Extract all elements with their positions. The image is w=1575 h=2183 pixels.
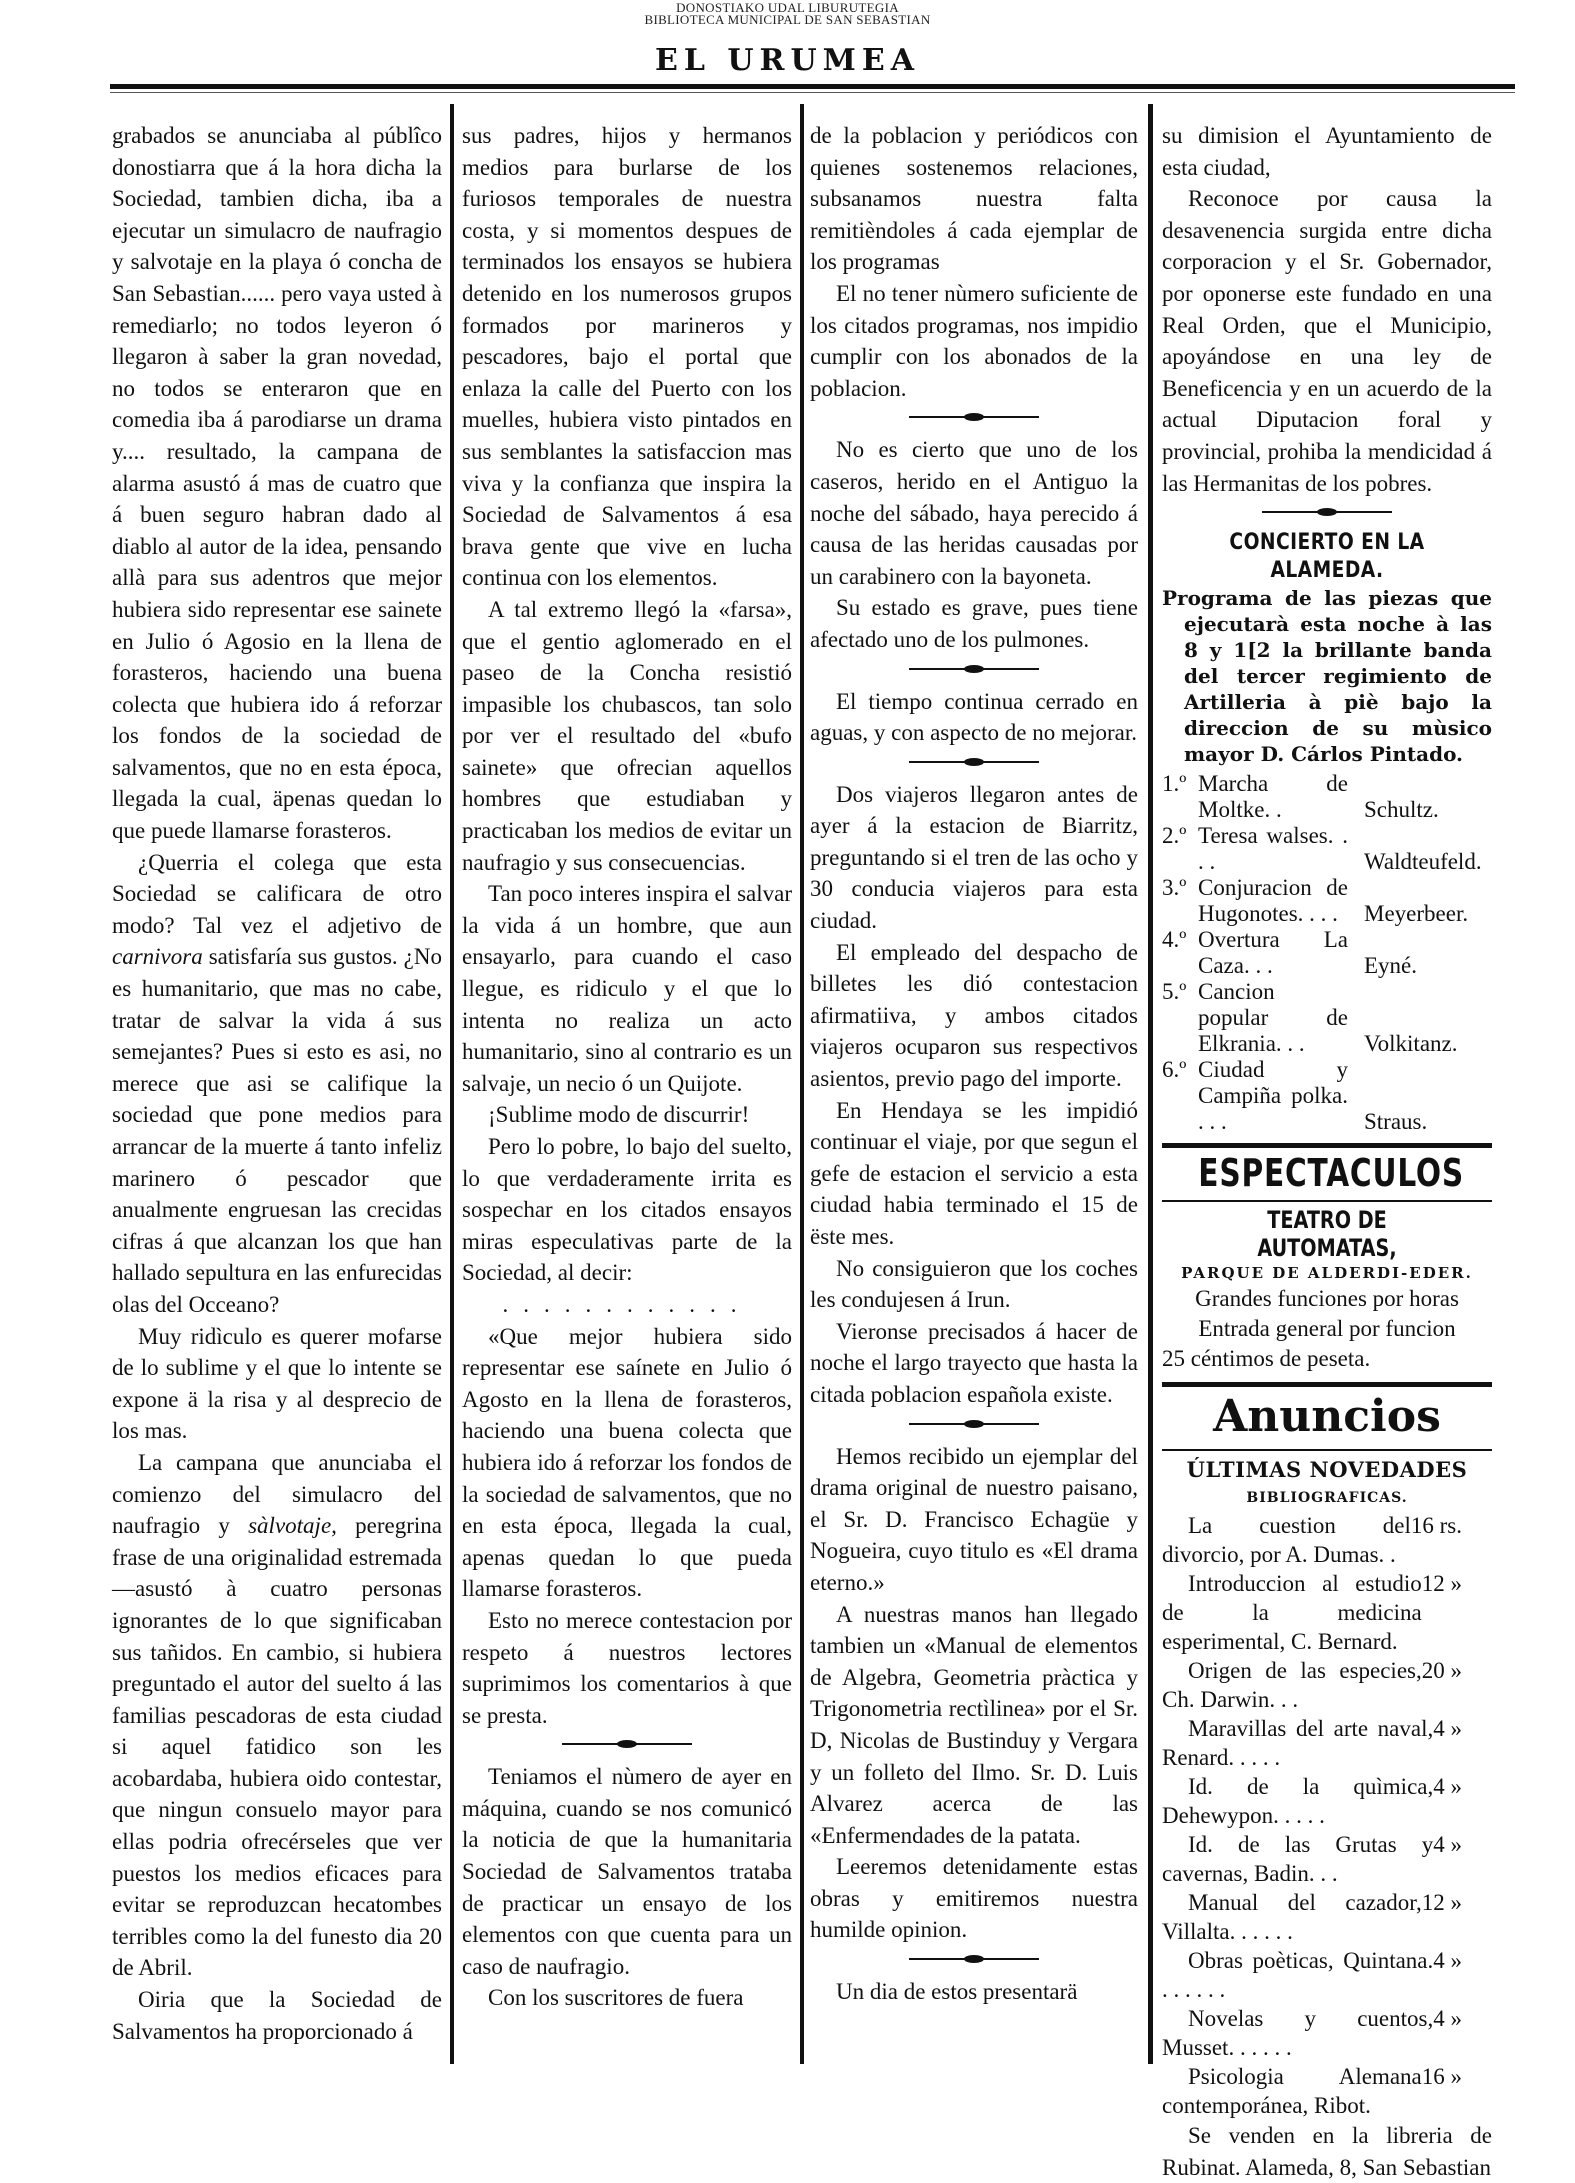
section-rule — [1162, 1449, 1492, 1451]
paragraph-text: La campana que anunciaba el comienzo del simulacro del naufragio y — [112, 1449, 442, 1539]
book-title: La cuestion del divorcio, por A. Dumas. . — [1162, 1513, 1411, 1568]
program-composer: Eyné. — [1364, 953, 1418, 979]
ornament-divider-icon — [562, 1737, 692, 1751]
paragraph: de la poblacion y periódicos con quienes sostenemos relaciones, subsanamos nuestra falta remitièndoles á cada ejemplar de los programas — [810, 123, 1138, 275]
book-price: 4 » — [1433, 2006, 1462, 2032]
column-divider — [800, 104, 804, 2064]
column-3 — [810, 120, 1138, 2008]
espectaculos-section — [1162, 1150, 1492, 1374]
book-item — [1162, 1772, 1492, 1830]
show-price: 25 céntimos de peseta. — [1162, 1346, 1371, 1372]
program-item — [1162, 875, 1492, 927]
section-rule — [1162, 1200, 1492, 1202]
book-item — [1162, 1888, 1492, 1946]
column-2 — [462, 120, 792, 2014]
paragraph: Con los suscritores de fuera — [488, 1985, 744, 2011]
program-piece: Cancion popular de Elkrania. . . — [1198, 979, 1348, 1057]
paragraph — [112, 847, 442, 1321]
book-item — [1162, 1946, 1492, 2004]
book-price: 16 » — [1421, 2064, 1462, 2090]
book-price: 16 rs. — [1410, 1513, 1462, 1539]
paragraph: ¡Sublime modo de discurrir! — [488, 1102, 750, 1128]
book-price: 12 » — [1421, 1890, 1462, 1916]
program-item — [1162, 927, 1492, 979]
program-composer: Meyerbeer. — [1364, 901, 1469, 927]
program-number: 4.º — [1162, 927, 1187, 953]
paragraph: Su estado es grave, pues tiene afectado uno de los pulmones. — [810, 595, 1138, 652]
anuncios-title: Anuncios — [1213, 1391, 1441, 1443]
book-title: Obras poèticas, Quintana. . . . . . . — [1162, 1948, 1434, 2003]
program-number: 5.º — [1162, 979, 1187, 1005]
paragraph: Oiria que la Sociedad de Salvamentos ha proporcionado á — [112, 1987, 442, 2044]
book-price: 4 » — [1433, 1716, 1462, 1742]
book-price: 12 » — [1421, 1571, 1462, 1597]
book-item — [1162, 1569, 1492, 1656]
paragraph: Tan poco interes inspira el salvar la vida á un hombre, que aun ensayarlo, para cuando el caso llegue, es ridiculo y el que lo intenta no realiza un acto humanitario, sino al contrario es un salvaje, un necio ó un Quijote. — [462, 881, 792, 1096]
library-header-spanish: BIBLIOTECA MUNICIPAL DE SAN SEBASTIAN — [644, 12, 931, 27]
book-price: 4 » — [1433, 1948, 1462, 1974]
anuncios-subtitle-2: BIBLIOGRAFICAS. — [1246, 1490, 1408, 1507]
book-price: 20 » — [1421, 1658, 1462, 1684]
paragraph-text: peregrina frase de una originalidad estremada —asustó à cuatro personas ignorantes de lo que significaban sus tañidos. En cambio, si hubiera preguntado el autor del suelto á las familias pescadoras de esta ciudad si aquel fatidico son les acobardaba, hubiera oido contestar, que ningun consuelo mayor para ellas podria ofrecérseles que ver puestos los medios eficaces para evitar se reproduzcan hecatombes terribles como la del funesto dia 20 de Abril. — [112, 1513, 442, 1981]
program-composer: Waldteufeld. — [1364, 849, 1482, 875]
book-item — [1162, 1830, 1492, 1888]
program-piece: Ciudad y Campiña polka. . . . — [1198, 1057, 1348, 1135]
book-title: Introduccion al estudio de la medicina esperimental, C. Bernard. — [1162, 1571, 1422, 1655]
concert-description: Programa de las piezas que ejecutarà esta noche à las 8 y 1[2 la brillante banda del tercer regimiento de Artilleria à piè bajo la direccion de su mùsico mayor D. Cárlos Pintado. — [1162, 586, 1492, 767]
paragraph: Leeremos detenidamente estas obras y emitiremos nuestra humilde opinion. — [810, 1854, 1138, 1943]
program-composer: Schultz. — [1364, 797, 1439, 823]
section-rule — [1162, 1382, 1492, 1387]
book-title: Maravillas del arte naval, Renard. . . . . — [1162, 1716, 1434, 1771]
paragraph: A tal extremo llegó la «farsa», que el gentio aglomerado en el paseo de la Concha resistió impasible los chubascos, tan solo por ver el resultado del «bufo sainete» que ofrecian aquellos hombres que estudiaban y practicaban los medios de evitar un naufragio y sus consecuencias. — [462, 596, 792, 875]
paragraph: El tiempo continua cerrado en aguas, y con aspecto de no mejorar. — [810, 688, 1138, 746]
ornament-divider-icon — [909, 1417, 1039, 1431]
show-info: Grandes funciones por horas — [1195, 1286, 1459, 1312]
program-item — [1162, 823, 1492, 875]
paragraph: No es cierto que uno de los caseros, herido en el Antiguo la noche del sábado, haya perecido á causa de las heridas causadas por un carabinero con la bayoneta. — [810, 437, 1138, 589]
book-title: Novelas y cuentos, Musset. . . . . . — [1162, 2006, 1434, 2061]
paragraph: Teniamos el nùmero de ayer en máquina, cuando se nos comunicó la noticia de que la humanitaria Sociedad de Salvamentos trataba de practicar un ensayo de los elementos con que cuenta para un caso de naufragio. — [462, 1764, 792, 1979]
book-price: 4 » — [1433, 1832, 1462, 1858]
book-item — [1162, 2004, 1492, 2062]
program-number: 2.º — [1162, 823, 1187, 849]
anuncios-subtitle: ÚLTIMAS NOVEDADES — [1186, 1457, 1468, 1483]
program-item — [1162, 1057, 1492, 1135]
book-item — [1162, 1656, 1492, 1714]
program-composer: Straus. — [1364, 1109, 1428, 1135]
concert-title: CONCIERTO EN LA ALAMEDA. — [1229, 530, 1425, 584]
paragraph — [112, 1447, 442, 1984]
program-piece: Overtura La Caza. . . — [1198, 927, 1348, 979]
program-number: 1.º — [1162, 771, 1187, 797]
paragraph: El no tener nùmero suficiente de los citados programas, nos impidio cumplir con los abonados de la poblacion. — [810, 280, 1138, 401]
section-rule — [1162, 1143, 1492, 1148]
paragraph: grabados se anunciaba al públîco donostiarra que á la hora dicha la Sociedad, tambien dicha, iba a ejecutar un simulacro de naufragio y salvotaje en la playa ó concha de San Sebastian...... pero vaya usted à remediarlo; no todos leyeron ó llegaron à saber la gran novedad, no todos se enteraron que en comedia iba á parodiarse un drama y.... resultado, la campana de alarma asustó á mas de cuatro que á buen seguro habran dado al diablo al autor de la idea, pensando allà para sus adentros que mejor hubiera sido representar ese sainete en Julio ó Agosio en la llena de forasteros, haciendo una buena colecta que hubiera ido á reforzar los fondos de la sociedad de salvamentos, que no en esta época, llegada la cual, äpenas quedan lo que puede llamarse forasteros. — [112, 123, 442, 844]
venue-name: TEATRO DE AUTOMATAS, — [1257, 1206, 1397, 1263]
book-title: Manual del cazador, Villalta. . . . . . — [1162, 1890, 1422, 1945]
program-item — [1162, 771, 1492, 823]
program-number: 3.º — [1162, 875, 1187, 901]
book-title: Origen de las especies, Ch. Darwin. . . — [1162, 1658, 1422, 1713]
book-price: 4 » — [1433, 1774, 1462, 1800]
paragraph: «Que mejor hubiera sido representar ese saínete en Julio ó Agosto en la llena de forasteros, haciendo una buena colecta que hubiera ido á reforzar los fondos de la sociedad de salvamentos, que no en esta época, llegada la cual, apenas quedan lo que pueda llamarse forasteros. — [462, 1323, 792, 1602]
program-piece: Teresa walses. . . . — [1198, 823, 1348, 875]
italic-word: sàlvotaje, — [248, 1513, 337, 1539]
book-item — [1162, 2062, 1492, 2120]
paragraph: sus padres, hijos y hermanos medios para burlarse de los furiosos temporales de nuestra costa, y si momentos despues de terminados los ensayos se hubiera detenido en los numerosos grupos formados por marineros y pescadores, bajo el portal que enlaza la calle del Puerto con los muelles, hubiera visto pintados en sus semblantes la satisfaccion mas viva y la confianza que inspira la Sociedad de Salvamentos á esa brava gente que vive en lucha continua con los elementos. — [462, 123, 792, 591]
show-price-line: Entrada general por funcion — [1198, 1316, 1456, 1342]
paragraph: Muy ridìculo es querer mofarse de lo sublime y el que lo intente se expone ä la risa y al desprecio de los mas. — [112, 1323, 442, 1444]
paragraph: Dos viajeros llegaron antes de ayer á la estacion de Biarritz, preguntando si el tren de las ocho y 30 conducia viajeros para esta ciudad. — [810, 781, 1138, 934]
paragraph: No consiguieron que los coches les condujesen á Irun. — [810, 1255, 1138, 1313]
paragraph: Vieronse precisados á hacer de noche el largo trayecto que hasta la citada poblacion española existe. — [810, 1318, 1138, 1407]
book-item — [1162, 1714, 1492, 1772]
masthead-title: EL URUMEA — [654, 43, 920, 78]
column-4 — [1162, 120, 1492, 2183]
book-title: Id. de las Grutas y cavernas, Badin. . . — [1162, 1832, 1434, 1887]
masthead-rule-thin — [110, 92, 1515, 93]
paragraph: Reconoce por causa la desavenencia surgida entre dicha corporacion y el Sr. Gobernador, por oponerse este fundado en una Real Orden, que el Municipio, apoyándose en una ley de Beneficencia y en un acuerdo de la actual Diputacion foral y provincial, prohiba la mendicidad á las Hermanitas de los pobres. — [1162, 186, 1492, 496]
paragraph: Un dia de estos presentarä — [836, 1979, 1078, 2005]
ornament-divider-icon — [1262, 505, 1392, 519]
book-list — [1162, 1511, 1492, 2120]
library-header-basque: DONOSTIAKO UDAL LIBURUTEGIA — [676, 0, 899, 15]
paragraph-text: satisfaría sus gustos. ¿No es humanitario, que mas no cabe, tratar de salvar la vida á sus semejantes? Pues si esto es asi, no merece que asi se califique la sociedad que pone medios para arrancar de la muerte á tanto infeliz marinero ó pescador que anualmente engruesan las crecidas cifras á que alcanzan los que han hallado sepultura en las enfurecidas olas del Occeano? — [112, 944, 442, 1317]
paragraph: El empleado del despacho de billetes les dió contestacion afirmatiiva, y ambos citados viajeros ocuparon sus respectivos asientos, previo pago del importe. — [810, 939, 1138, 1092]
ellipsis-dots: ............ — [502, 1291, 752, 1317]
espectaculos-title: ESPECTACULOS — [1198, 1151, 1465, 1196]
program-piece: Marcha de Moltke. . — [1198, 771, 1348, 823]
program-item — [1162, 979, 1492, 1057]
anuncios-section — [1162, 1389, 1492, 2183]
ornament-divider-icon — [909, 1952, 1039, 1966]
program-piece: Conjuracion de Hugonotes. . . . — [1198, 875, 1348, 927]
column-divider — [450, 104, 454, 2064]
ornament-divider-icon — [909, 662, 1039, 676]
paragraph: Pero lo pobre, lo bajo del suelto, lo que verdaderamente irrita es sospechar en los citados ensayos miras especulativas parte de la Sociedad, al decir: — [462, 1134, 792, 1286]
book-item — [1162, 1511, 1492, 1569]
book-title: Psicologia Alemana contemporánea, Ribot. — [1162, 2064, 1422, 2119]
column-1 — [112, 120, 442, 2047]
italic-word: carnivora — [112, 944, 203, 970]
concert-section — [1162, 529, 1492, 1135]
concert-program — [1162, 771, 1492, 1135]
masthead-rule — [110, 84, 1515, 89]
venue-location: PARQUE DE ALDERDI-EDER. — [1181, 1264, 1473, 1283]
ornament-divider-icon — [909, 410, 1039, 424]
book-title: Id. de la quìmica, Dehewypon. . . . . — [1162, 1774, 1434, 1829]
program-composer: Volkitanz. — [1364, 1031, 1458, 1057]
paragraph: En Hendaya se les impidió continuar el viaje, por que segun el gefe de estacion el servicio a esta ciudad habia terminado el 15 de ëste mes. — [810, 1097, 1138, 1249]
paragraph-text: ¿Querria el colega que esta Sociedad se calificara de otro modo? Tal vez el adjetivo de — [112, 849, 442, 938]
program-number: 6.º — [1162, 1057, 1187, 1083]
bookstore-notice: Se venden en la libreria de Rubinat. Alameda, 8, San Sebastian — [1162, 2123, 1492, 2180]
library-header — [0, 2, 1575, 26]
column-divider — [1148, 104, 1153, 2064]
paragraph: Esto no merece contestacion por respeto á nuestros lectores suprimimos los comentarios à que se presta. — [462, 1607, 792, 1728]
paragraph: A nuestras manos han llegado tambien un «Manual de elementos de Algebra, Geometria pràctica y Trigonometria rectìlinea» por el Sr. D, Nicolas de Bustinduy y Vergara y un folleto del Ilmo. Sr. D. Luis Alvarez acerca de las «Enfermendades de la patata. — [810, 1601, 1138, 1848]
ornament-divider-icon — [909, 755, 1039, 769]
paragraph: Hemos recibido un ejemplar del drama original de nuestro paisano, el Sr. D. Francisco Echagüe y Nogueira, cuyo titulo es «El drama eterno.» — [810, 1443, 1138, 1595]
paragraph: su dimision el Ayuntamiento de esta ciudad, — [1162, 123, 1492, 180]
